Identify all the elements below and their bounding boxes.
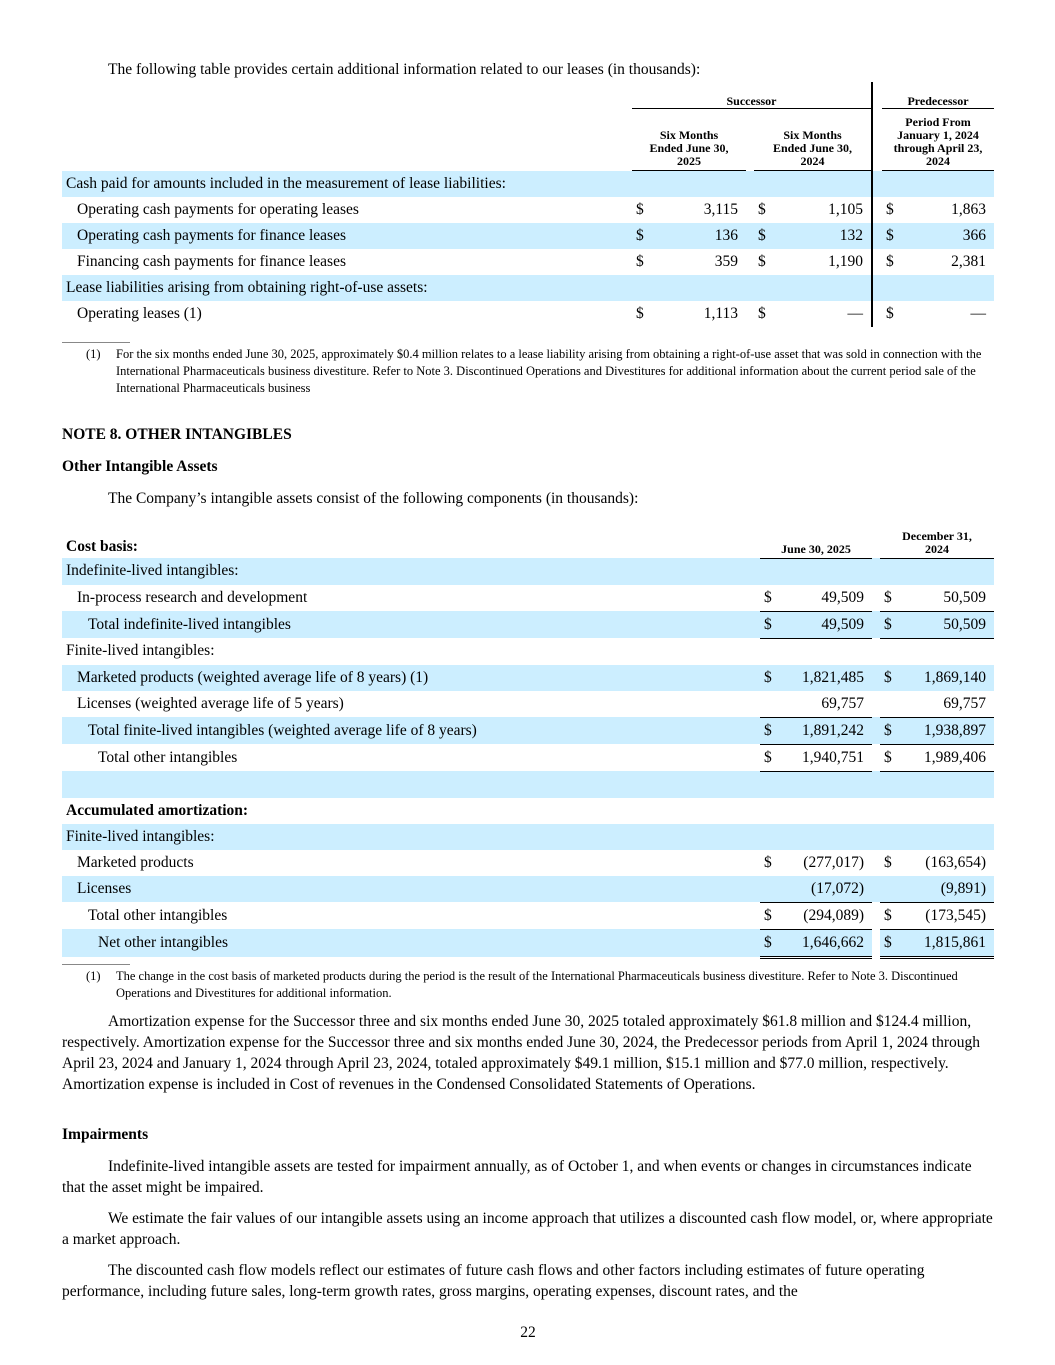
table-row: Operating cash payments for finance leases $ 136 $ 132 $ 366	[62, 223, 994, 249]
successor-group-header: Successor	[632, 82, 872, 109]
impairments-paragraph-3: The discounted cash flow models reflect our estimates of future cash flows and other factors including estimates of future operating performance, including future sales, long-term growth rates, gross margins, operating expenses, discount rates, and the	[62, 1262, 925, 1300]
table-row: Licenses (weighted average life of 5 years) 69,757 69,757	[62, 691, 994, 718]
table-row: Licenses (17,072) (9,891)	[62, 876, 994, 903]
impairments-paragraph-1: Indefinite-lived intangible assets are tested for impairment annually, as of October 1, and when events or changes in circumstances indicate that the asset might be impaired.	[62, 1158, 972, 1196]
table-row: Total other intangibles $ (294,089) $ (173,545)	[62, 902, 994, 929]
impairments-paragraph-2: We estimate the fair values of our intangible assets using an income approach that utilizes a discounted cash flow model, or, where appropriate a market approach.	[62, 1210, 993, 1248]
lease-info-table	[62, 82, 994, 327]
footnote-text: For the six months ended June 30, 2025, approximately $0.4 million relates to a lease liability arising from obtaining a right-of-use asset that was sold in connection with the International Pharmaceuticals business divestiture. Refer to Note 3. Discontinued Operations and Divestitures for additional information about the current period sale of the International Pharmaceuticals business	[116, 347, 982, 395]
col-header-six-months-2025: Six Months Ended June 30, 2025	[632, 109, 746, 171]
table-row: Accumulated amortization:	[66, 801, 249, 819]
col-header-december-31-2024: December 31, 2024	[880, 524, 994, 558]
section-subheading: Other Intangible Assets	[62, 458, 218, 475]
table-row-spacer	[62, 771, 994, 798]
table-row: Total finite-lived intangibles (weighted average life of 8 years) $ 1,891,242 $ 1,938,897	[62, 717, 994, 744]
intangibles-header-row: Cost basis: June 30, 2025 December 31, 2024	[62, 524, 994, 558]
table-row: Cash paid for amounts included in the measurement of lease liabilities:	[62, 171, 994, 198]
footnote-text: The change in the cost basis of marketed products during the period is the result of the International Pharmaceuticals business divestiture. Refer to Note 3. Discontinued Operations and Divestitures for additional information.	[116, 969, 958, 1000]
lease-column-header-row	[62, 109, 994, 171]
footnote-divider	[62, 964, 130, 965]
note-heading: NOTE 8. OTHER INTANGIBLES	[62, 426, 292, 443]
lease-group-header-row	[62, 82, 994, 109]
table-row: Finite-lived intangibles:	[62, 824, 994, 850]
footnote-marker: (1)	[86, 347, 101, 361]
page-number: 22	[520, 1324, 536, 1341]
table-row: Total other intangibles $ 1,940,751 $ 1,989,406	[62, 744, 994, 771]
table-row: Total indefinite-lived intangibles $ 49,509 $ 50,509	[62, 611, 994, 638]
col-header-six-months-2024: Six Months Ended June 30, 2024	[754, 109, 872, 171]
table-row: Marketed products $ (277,017) $ (163,654)	[77, 853, 986, 871]
intangibles-table	[62, 524, 994, 959]
table-row: Finite-lived intangibles:	[66, 642, 215, 660]
col-header-june-30-2025: June 30, 2025	[760, 524, 872, 558]
footnote-divider	[62, 342, 130, 343]
amortization-paragraph: Amortization expense for the Successor three and six months ended June 30, 2025 totaled approximately $61.8 million and $124.4 million, respectively. Amortization expense for the Successor three and six months ended June 30, 2024, the Predecessor periods from April 1, 2024 through April 23, 2024 and January 1, 2024 through April 23, 2024, totaled approximately $49.1 million, $15.1 million and $77.0 million, respectively. Amortization expense is included in Cost of revenues in the Condensed Consolidated Statements of Operations.	[62, 1013, 981, 1093]
lease-footnote	[62, 346, 992, 397]
table-row: Financing cash payments for finance leases $ 359 $ 1,190 $ 2,381	[62, 249, 994, 275]
table-row: Lease liabilities arising from obtaining right-of-use assets:	[62, 275, 994, 301]
intangibles-footnote	[62, 968, 992, 1002]
lease-table-intro: The following table provides certain additional information related to our leases (in thousands):	[108, 61, 701, 78]
table-row: Indefinite-lived intangibles:	[62, 558, 994, 585]
table-row: Operating leases (1) $ 1,113 $ — $ —	[62, 301, 994, 327]
predecessor-group-header: Predecessor	[882, 82, 994, 109]
impairments-heading: Impairments	[62, 1126, 149, 1143]
table-row: Operating cash payments for operating leases $ 3,115 $ 1,105 $ 1,863	[62, 197, 994, 223]
table-row: Marketed products (weighted average life of 8 years) (1) $ 1,821,485 $ 1,869,140	[62, 665, 994, 691]
footnote-marker: (1)	[86, 969, 101, 983]
table-row: In-process research and development $ 49,509 $ 50,509	[62, 585, 994, 612]
col-header-predecessor-period: Period From January 1, 2024 through April 23, 2024	[882, 109, 994, 171]
table-row: Net other intangibles $ 1,646,662 $ 1,815,861	[62, 929, 994, 957]
components-intro: The Company’s intangible assets consist of the following components (in thousands):	[108, 490, 639, 507]
